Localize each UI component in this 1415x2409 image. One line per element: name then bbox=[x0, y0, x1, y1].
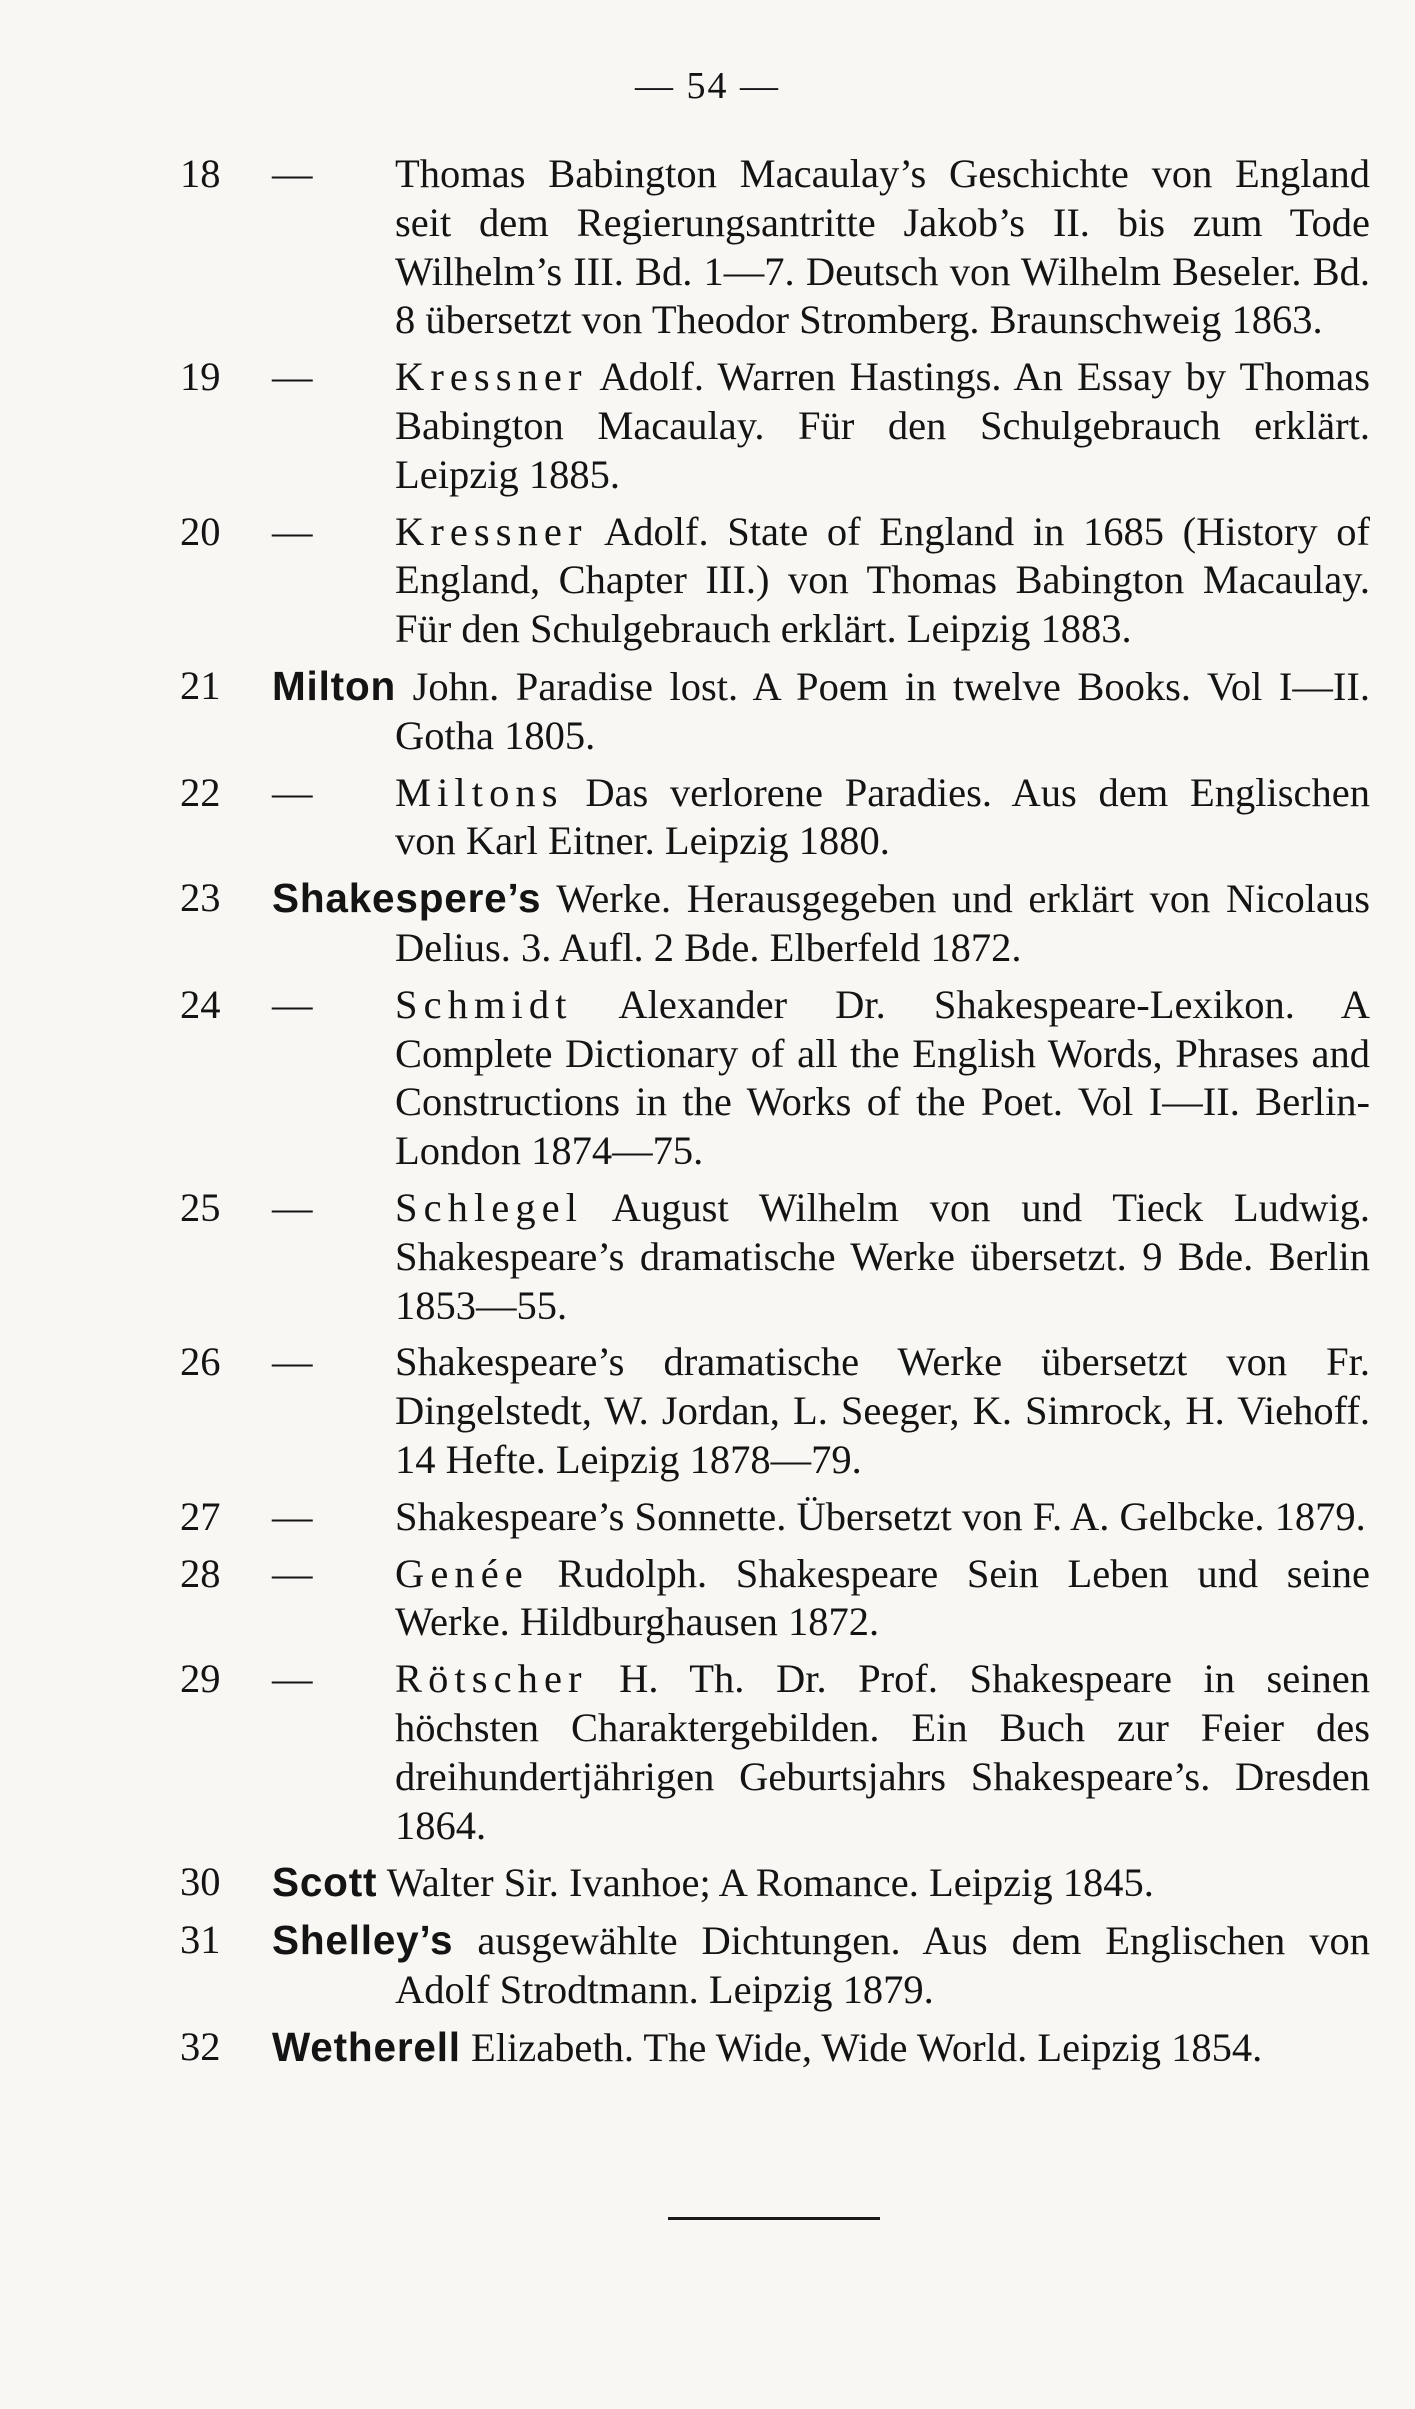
entry-number: 32 bbox=[180, 2023, 221, 2069]
list-item bbox=[180, 874, 1370, 973]
entry-text: Babington Macaulay’s Geschichte von England seit dem Regierungsantritte Jakob’s II. bis zum Tode Wilhelm’s III. Bd. 1—7. Deutsch von Wilhelm Beseler. Bd. 8 übersetzt von Theodor Stromberg. Braunschweig 1863. bbox=[395, 151, 1371, 343]
entry-number: 30 bbox=[180, 1859, 221, 1905]
entry-number: 29 bbox=[180, 1656, 221, 1702]
list-item bbox=[180, 662, 1370, 761]
list-item bbox=[180, 150, 1370, 345]
list-item bbox=[180, 1550, 1370, 1648]
list-item bbox=[180, 1916, 1370, 2015]
entry-text: Alexander Dr. Shakespeare-Lexikon. A Complete Dictionary of all the English Words, Phrases and Constructions in the Works of the Poet. Vol I—II. Berlin-London 1874—75. bbox=[395, 981, 1370, 1174]
entry-text: Adolf. State of England in 1685 (History of England, Chapter III.) von Thomas Babington Macaulay. Für den Schulgebrauch erklärt. Leipzig 1883. bbox=[395, 508, 1371, 652]
entry-number: 31 bbox=[180, 1917, 221, 1963]
entry-text: H. Th. Dr. Prof. Shakespeare in seinen höchsten Charaktergebilden. Ein Buch zur Feier des dreihundertjährigen Geburtsjahrs Shakespeare’s. Dresden 1864. bbox=[395, 1656, 1371, 1848]
list-item bbox=[180, 1184, 1370, 1330]
list-item bbox=[180, 1655, 1370, 1850]
entry-number: 22 bbox=[180, 769, 221, 815]
entry-author: Shelley’s bbox=[272, 1917, 454, 1964]
entry-number: 18 bbox=[180, 151, 221, 196]
entry-number: 20 bbox=[180, 508, 221, 554]
entry-number: 26 bbox=[180, 1339, 221, 1385]
entry-author: Shakespeare’s bbox=[395, 1339, 625, 1385]
entry-number: 25 bbox=[180, 1184, 221, 1230]
entry-text: dramatische Werke übersetzt von Fr. Dingelstedt, W. Jordan, L. Seeger, K. Simrock, H. Viehoff. 14 Hefte. Leipzig 1878—79. bbox=[395, 1339, 1370, 1482]
entry-author: Wetherell bbox=[272, 2023, 461, 2070]
list-item bbox=[180, 769, 1370, 867]
entry-text: Adolf. Warren Hastings. An Essay by Thomas Babington Macaulay. Für den Schulgebrauch erklärt. Leipzig 1885. bbox=[395, 354, 1370, 497]
entry-text: August Wilhelm von und Tieck Ludwig. Shakespeare’s dramatische Werke übersetzt. 9 Bde. Berlin 1853—55. bbox=[395, 1184, 1370, 1328]
list-item bbox=[180, 1858, 1370, 1908]
entry-number: 28 bbox=[180, 1550, 221, 1596]
entry-text: Das verlorene Paradies. Aus dem Englischen von Karl Eitner. Leipzig 1880. bbox=[395, 769, 1370, 864]
entry-number: 19 bbox=[180, 354, 221, 400]
entry-dash: — bbox=[272, 1184, 313, 1230]
entry-text: John. Paradise lost. A Poem in twelve Books. Vol I—II. Gotha 1805. bbox=[395, 663, 1371, 758]
list-item bbox=[180, 981, 1370, 1176]
entry-dash: — bbox=[272, 1550, 313, 1596]
entry-author: Thomas bbox=[395, 151, 526, 196]
list-item bbox=[180, 508, 1370, 654]
entry-dash: — bbox=[272, 508, 313, 554]
list-item bbox=[180, 1338, 1370, 1484]
entry-author: Miltons bbox=[395, 769, 564, 815]
entry-text: Sonnette. Übersetzt von F. A. Gelbcke. 1879. bbox=[634, 1493, 1366, 1539]
entry-dash: — bbox=[272, 769, 313, 815]
page-number: — 54 — bbox=[635, 65, 780, 107]
entry-author: Schmidt bbox=[395, 981, 573, 1027]
entry-number: 27 bbox=[180, 1493, 221, 1539]
entry-text: Elizabeth. The Wide, Wide World. Leipzig 1854. bbox=[470, 2024, 1263, 2070]
entry-dash: — bbox=[272, 1493, 313, 1539]
list-item bbox=[180, 2023, 1370, 2073]
entry-text: Walter Sir. Ivanhoe; A Romance. Leipzig 1845. bbox=[386, 1860, 1154, 1906]
entry-author: Scott bbox=[272, 1859, 378, 1906]
entry-number: 23 bbox=[180, 875, 221, 921]
entry-text: Rudolph. Shakespeare Sein Leben und seine Werke. Hildburghausen 1872. bbox=[395, 1550, 1371, 1645]
list-item bbox=[180, 353, 1370, 499]
entry-dash: — bbox=[272, 354, 313, 400]
entry-number: 21 bbox=[180, 662, 221, 708]
entry-author: Kressner bbox=[395, 354, 588, 400]
entry-author: Genée bbox=[395, 1550, 529, 1596]
entry-text: ausgewählte Dichtungen. Aus dem Englischen von Adolf Strodtmann. Leipzig 1879. bbox=[395, 1918, 1370, 2012]
entry-text: Werke. Herausgegeben und erklärt von Nicolaus Delius. 3. Aufl. 2 Bde. Elberfeld 1872. bbox=[395, 876, 1370, 970]
entry-author: Milton bbox=[272, 662, 397, 709]
entry-dash: — bbox=[272, 1656, 313, 1702]
entry-dash: — bbox=[272, 151, 313, 196]
entry-author: Shakespere’s bbox=[272, 875, 542, 922]
entry-number: 24 bbox=[180, 981, 221, 1027]
list-item bbox=[180, 1493, 1370, 1542]
entry-dash: — bbox=[272, 1339, 313, 1385]
bibliography-list bbox=[180, 150, 1370, 2080]
entry-author: Shakespeare’s bbox=[395, 1493, 625, 1539]
entry-author: Kressner bbox=[395, 508, 588, 554]
entry-dash: — bbox=[272, 981, 313, 1027]
entry-author: Rötscher bbox=[395, 1656, 588, 1702]
end-rule bbox=[668, 2217, 880, 2220]
entry-author: Schlegel bbox=[395, 1184, 584, 1230]
